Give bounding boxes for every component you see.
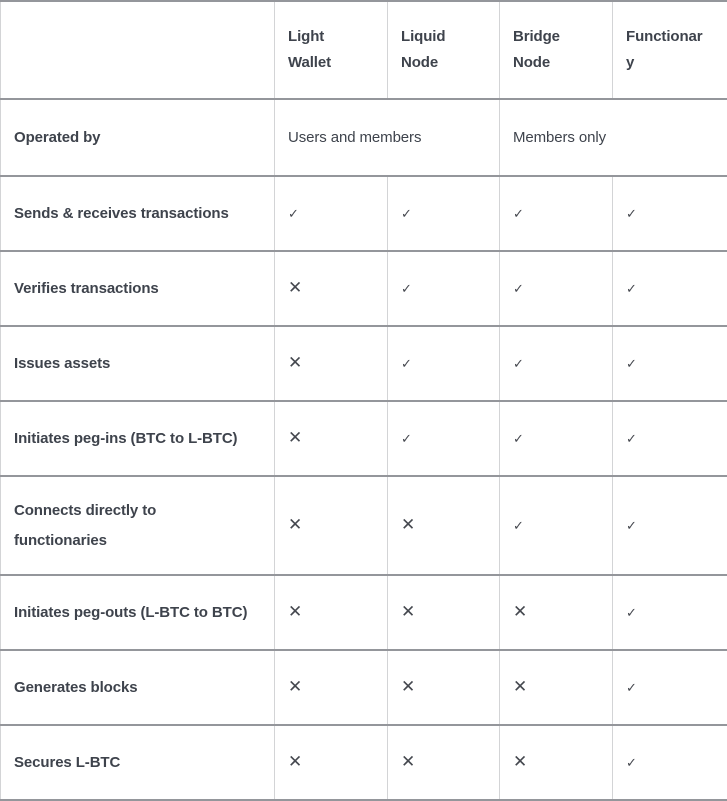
cross-icon: ✕ bbox=[288, 604, 302, 621]
check-icon: ✓ bbox=[626, 433, 637, 446]
row-label-secures-lbtc bbox=[1, 725, 275, 800]
row-label-peg-outs bbox=[1, 575, 275, 650]
mark-cell bbox=[500, 575, 613, 650]
mark-cell bbox=[275, 476, 388, 575]
table-row bbox=[1, 476, 727, 575]
row-label-text: Initiates peg-outs (L-BTC to BTC) bbox=[14, 598, 247, 628]
row-label-text: Generates blocks bbox=[14, 673, 137, 703]
row-label-text: Operated by bbox=[14, 123, 100, 153]
mark-cell bbox=[613, 401, 727, 476]
table-row bbox=[1, 650, 727, 725]
check-icon: ✓ bbox=[401, 283, 412, 296]
cross-icon: ✕ bbox=[288, 430, 302, 447]
row-label-text: Secures L-BTC bbox=[14, 748, 120, 778]
cross-icon: ✕ bbox=[513, 754, 527, 771]
mark-cell bbox=[275, 326, 388, 401]
table-row bbox=[1, 176, 727, 251]
mark-cell bbox=[388, 725, 500, 800]
operated-by-row bbox=[1, 99, 727, 176]
column-header-functionary bbox=[613, 1, 727, 99]
check-icon: ✓ bbox=[513, 358, 524, 371]
mark-cell bbox=[275, 575, 388, 650]
mark-cell bbox=[388, 251, 500, 326]
operated-by-members-cell bbox=[500, 99, 727, 176]
mark-cell bbox=[388, 326, 500, 401]
header-row bbox=[1, 1, 727, 99]
check-icon: ✓ bbox=[626, 682, 637, 695]
row-label-peg-ins bbox=[1, 401, 275, 476]
row-label-text: Sends & receives transactions bbox=[14, 199, 229, 229]
row-label-text: Initiates peg-ins (BTC to L-BTC) bbox=[14, 424, 237, 454]
mark-cell bbox=[500, 650, 613, 725]
check-icon: ✓ bbox=[626, 757, 637, 770]
check-icon: ✓ bbox=[513, 208, 524, 221]
cross-icon: ✕ bbox=[513, 679, 527, 696]
row-label-text: Issues assets bbox=[14, 349, 110, 379]
mark-cell bbox=[275, 251, 388, 326]
check-icon: ✓ bbox=[401, 433, 412, 446]
row-label-text: Connects directly to functionaries bbox=[14, 496, 186, 556]
mark-cell bbox=[500, 176, 613, 251]
cross-icon: ✕ bbox=[288, 517, 302, 534]
check-icon: ✓ bbox=[513, 520, 524, 533]
row-label-generates-blocks bbox=[1, 650, 275, 725]
table-row bbox=[1, 326, 727, 401]
check-icon: ✓ bbox=[626, 520, 637, 533]
check-icon: ✓ bbox=[626, 208, 637, 221]
row-label-verifies bbox=[1, 251, 275, 326]
column-header-liquid-node bbox=[388, 1, 500, 99]
check-icon: ✓ bbox=[288, 208, 299, 221]
cross-icon: ✕ bbox=[288, 754, 302, 771]
cross-icon: ✕ bbox=[513, 604, 527, 621]
mark-cell bbox=[275, 401, 388, 476]
mark-cell bbox=[613, 326, 727, 401]
mark-cell bbox=[275, 650, 388, 725]
mark-cell bbox=[388, 650, 500, 725]
cross-icon: ✕ bbox=[401, 517, 415, 534]
check-icon: ✓ bbox=[626, 283, 637, 296]
mark-cell bbox=[500, 326, 613, 401]
row-label-issues-assets bbox=[1, 326, 275, 401]
table-row bbox=[1, 725, 727, 800]
mark-cell bbox=[275, 725, 388, 800]
mark-cell bbox=[613, 575, 727, 650]
cross-icon: ✕ bbox=[401, 679, 415, 696]
operated-by-users-cell bbox=[275, 99, 500, 176]
mark-cell bbox=[500, 476, 613, 575]
table-row bbox=[1, 251, 727, 326]
mark-cell bbox=[500, 251, 613, 326]
mark-cell bbox=[613, 725, 727, 800]
check-icon: ✓ bbox=[401, 358, 412, 371]
table-row bbox=[1, 401, 727, 476]
table-row bbox=[1, 575, 727, 650]
cross-icon: ✕ bbox=[288, 280, 302, 297]
column-header-label: Bridge Node bbox=[513, 24, 591, 76]
cross-icon: ✕ bbox=[401, 604, 415, 621]
column-header-light-wallet bbox=[275, 1, 388, 99]
mark-cell bbox=[613, 176, 727, 251]
cross-icon: ✕ bbox=[401, 754, 415, 771]
mark-cell bbox=[613, 650, 727, 725]
column-header-label: Light Wallet bbox=[288, 24, 366, 76]
check-icon: ✓ bbox=[626, 607, 637, 620]
row-label-operated-by bbox=[1, 99, 275, 176]
mark-cell bbox=[388, 575, 500, 650]
check-icon: ✓ bbox=[626, 358, 637, 371]
mark-cell bbox=[613, 251, 727, 326]
mark-cell bbox=[500, 401, 613, 476]
cross-icon: ✕ bbox=[288, 679, 302, 696]
column-header-label: Functionary bbox=[626, 24, 704, 76]
mark-cell bbox=[613, 476, 727, 575]
row-label-sends-receives bbox=[1, 176, 275, 251]
column-header-bridge-node bbox=[500, 1, 613, 99]
row-label-text: Verifies transactions bbox=[14, 274, 159, 304]
mark-cell bbox=[388, 476, 500, 575]
check-icon: ✓ bbox=[513, 283, 524, 296]
check-icon: ✓ bbox=[401, 208, 412, 221]
mark-cell bbox=[388, 401, 500, 476]
check-icon: ✓ bbox=[513, 433, 524, 446]
operated-by-members-text: Members only bbox=[513, 129, 606, 146]
mark-cell bbox=[275, 176, 388, 251]
cross-icon: ✕ bbox=[288, 355, 302, 372]
operated-by-users-text: Users and members bbox=[288, 129, 421, 146]
corner-cell bbox=[1, 1, 275, 99]
mark-cell bbox=[388, 176, 500, 251]
row-label-connects-functionaries bbox=[1, 476, 275, 575]
mark-cell bbox=[500, 725, 613, 800]
column-header-label: Liquid Node bbox=[401, 24, 479, 76]
